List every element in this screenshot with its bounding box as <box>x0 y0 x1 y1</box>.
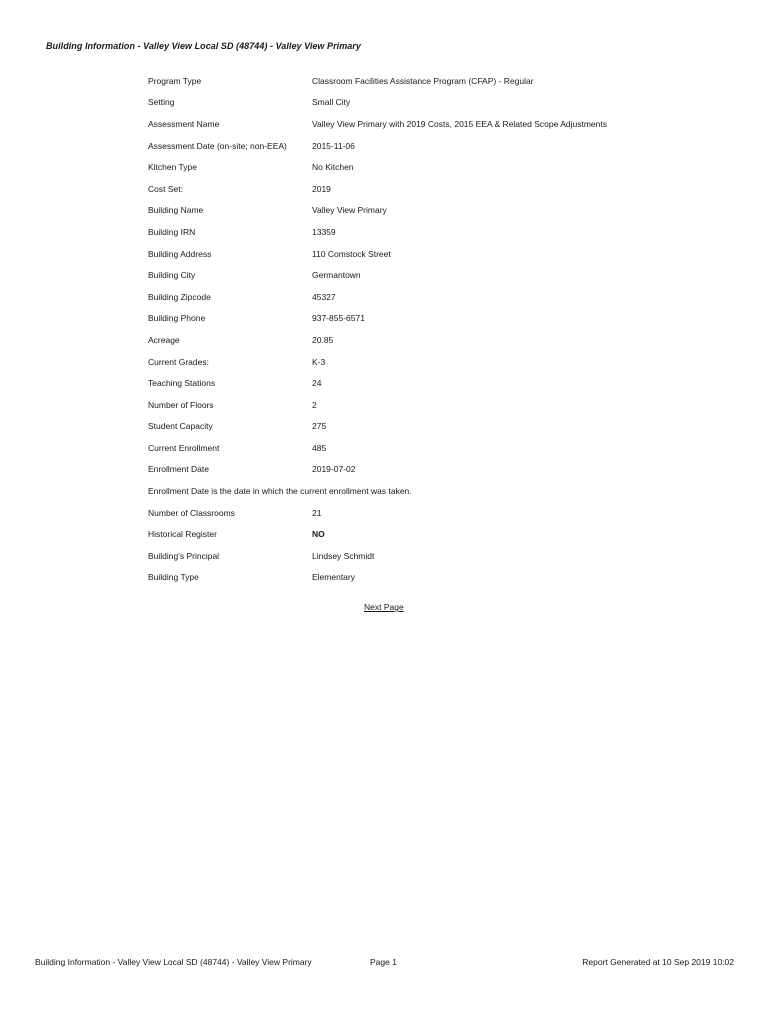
info-row <box>148 156 708 178</box>
field-label: Building City <box>148 270 196 281</box>
info-row <box>148 70 708 92</box>
field-label: Number of Floors <box>148 399 214 410</box>
field-label: Enrollment Date <box>148 464 209 475</box>
field-value: 275 <box>312 421 327 432</box>
page-title: Building Information - Valley View Local SD (48744) - Valley View Primary <box>46 41 361 51</box>
info-row <box>148 243 708 265</box>
info-row <box>148 221 708 243</box>
field-value: 2 <box>312 399 317 410</box>
field-value: NO <box>312 529 325 540</box>
info-row <box>148 135 708 157</box>
field-value: Valley View Primary <box>312 205 387 216</box>
field-label: Building Zipcode <box>148 291 211 302</box>
footer-report-generated: Report Generated at 10 Sep 2019 10:02 <box>582 957 734 967</box>
field-label: Building IRN <box>148 226 196 237</box>
field-value: Classroom Facilities Assistance Program (CFAP) - Regular <box>312 75 534 86</box>
info-row <box>148 459 708 481</box>
field-value: 937-855-6571 <box>312 313 365 324</box>
info-row <box>148 394 708 416</box>
info-row <box>148 308 708 330</box>
info-row <box>148 416 708 438</box>
field-value: Small City <box>312 97 351 108</box>
field-value: 2015-11-06 <box>312 140 355 151</box>
info-row <box>148 113 708 135</box>
field-value: 45327 <box>312 291 336 302</box>
field-value: Elementary <box>312 572 355 583</box>
field-label: Building Type <box>148 572 199 583</box>
info-row <box>148 351 708 373</box>
field-label: Building Phone <box>148 313 206 324</box>
info-row <box>148 329 708 351</box>
info-row <box>148 502 708 524</box>
field-value: Lindsey Schmidt <box>312 550 375 561</box>
enrollment-note: Enrollment Date is the date in which the current enrollment was taken. <box>148 486 412 497</box>
building-info-body <box>148 70 708 588</box>
field-label: Assessment Date (on-site; non-EEA) <box>148 140 287 151</box>
field-value: 485 <box>312 442 327 453</box>
field-value: K-3 <box>312 356 326 367</box>
enrollment-note-row <box>148 480 708 502</box>
info-row <box>148 372 708 394</box>
field-value: Germantown <box>312 270 361 281</box>
footer-page-number: Page 1 <box>370 957 397 967</box>
building-info-table <box>148 70 708 588</box>
field-value: 13359 <box>312 226 336 237</box>
info-row <box>148 567 708 589</box>
info-row <box>148 545 708 567</box>
field-label: Setting <box>148 97 175 108</box>
info-row <box>148 92 708 114</box>
field-label: Acreage <box>148 334 180 345</box>
field-value: 24 <box>312 378 322 389</box>
next-page-link[interactable]: Next Page <box>364 602 404 612</box>
field-label: Building Address <box>148 248 212 259</box>
field-label: Cost Set: <box>148 183 183 194</box>
field-label: Teaching Stations <box>148 378 216 389</box>
field-value: 2019 <box>312 183 331 194</box>
field-label: Student Capacity <box>148 421 213 432</box>
footer-document-title: Building Information - Valley View Local SD (48744) - Valley View Primary <box>35 957 312 967</box>
field-value: Valley View Primary with 2019 Costs, 2015 EEA & Related Scope Adjustments <box>312 118 607 129</box>
field-label: Building's Principal <box>148 550 220 561</box>
info-row <box>148 523 708 545</box>
field-label: Number of Classrooms <box>148 507 235 518</box>
field-value: 21 <box>312 507 322 518</box>
field-label: Current Enrollment <box>148 442 220 453</box>
field-value: 2019-07-02 <box>312 464 356 475</box>
field-label: Building Name <box>148 205 204 216</box>
info-row <box>148 200 708 222</box>
field-value: 110 Comstock Street <box>312 248 391 259</box>
field-label: Current Grades: <box>148 356 209 367</box>
info-row <box>148 286 708 308</box>
field-label: Assessment Name <box>148 118 220 129</box>
field-label: Kitchen Type <box>148 162 197 173</box>
field-label: Historical Register <box>148 529 217 540</box>
info-row <box>148 264 708 286</box>
field-value: No Kitchen <box>312 162 354 173</box>
field-value: 20.85 <box>312 334 334 345</box>
field-label: Program Type <box>148 75 202 86</box>
info-row <box>148 178 708 200</box>
info-row <box>148 437 708 459</box>
